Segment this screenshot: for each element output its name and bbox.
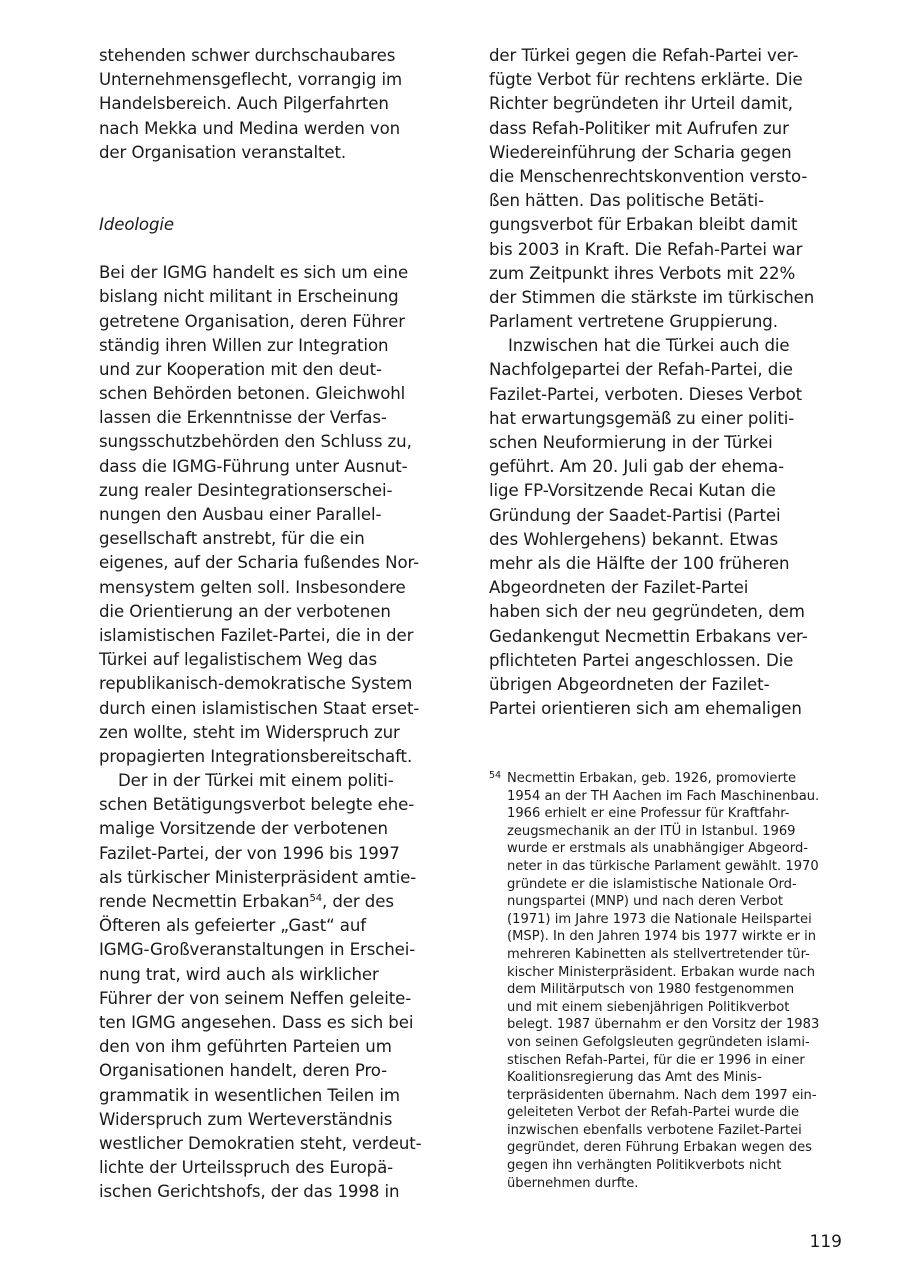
text-line: bis 2003 in Kraft. Die Refah-Partei war (489, 239, 803, 259)
footnote-line: und mit einem siebenjährigen Politikverbot (507, 999, 790, 1015)
footnote-line: terpräsidenten übernahm. Nach dem 1997 ein- (507, 1087, 817, 1103)
text-line: republikanisch-demokratische System (99, 674, 413, 694)
footnote-line (489, 770, 845, 788)
paragraph-pilgrimage (99, 44, 451, 165)
text-line: malige Vorsitzende der verbotenen (99, 819, 388, 839)
footnote-text: Necmettin Erbakan, geb. 1926, promovierte (507, 771, 797, 786)
text-line: und zur Kooperation mit den deut- (99, 359, 382, 379)
paragraph-refah-verdict (489, 44, 849, 334)
text-line: Handelsbereich. Auch Pilgerfahrten (99, 94, 389, 114)
text-line: gungsverbot für Erbakan bleibt damit (489, 215, 798, 235)
footnote-line: kischer Ministerpräsident. Erbakan wurde nach (507, 964, 816, 980)
footnote-line: gründete er die islamistische Nationale Ord- (507, 876, 797, 892)
text-line: Richter begründeten ihr Urteil damit, (489, 94, 793, 114)
text-line: ischen Gerichtshofs, der das 1998 in (99, 1182, 400, 1202)
footnote-number: 54 (489, 770, 502, 781)
text-line: Gedankengut Necmettin Erbakans ver- (489, 626, 808, 646)
text-line: grammatik in wesentlichen Teilen im (99, 1085, 400, 1105)
text-line: Gründung der Saadet-Partisi (Partei (489, 505, 781, 525)
text-line: mensystem gelten soll. Insbesondere (99, 577, 406, 597)
text-line: lassen die Erkenntnisse der Verfas- (99, 408, 387, 428)
text-line: als türkischer Ministerpräsident amtie- (99, 867, 417, 887)
text-line: den von ihm geführten Parteien um (99, 1037, 392, 1057)
text-line: zung realer Desintegrationserschei- (99, 480, 393, 500)
text-line-with-footnote-ref (99, 890, 451, 914)
footnote-line: inzwischen ebenfalls verbotene Fazilet-Partei (507, 1122, 802, 1138)
section-heading-ideologie: Ideologie (99, 214, 175, 234)
text-line: mehr als die Hälfte der 100 früheren (489, 553, 790, 573)
text-line: Parlament vertretene Gruppierung. (489, 312, 778, 332)
footnote-line: von seinen Gefolgsleuten gegründeten islami- (507, 1034, 810, 1050)
footnote-line: geleiteten Verbot der Refah-Partei wurde die (507, 1105, 800, 1121)
text-line: bislang nicht militant in Erscheinung (99, 287, 399, 307)
text-line: Wiedereinführung der Scharia gegen (489, 142, 792, 162)
text-line: die Orientierung an der verbotenen (99, 601, 391, 621)
text-line: des Wohlergehens) bekannt. Etwas (489, 529, 778, 549)
footnote-line: 1954 an der TH Aachen im Fach Maschinenbau. (507, 788, 820, 804)
text-line: Öfteren als gefeierter „Gast“ auf (99, 916, 367, 936)
text-line: schen Neuformierung in der Türkei (489, 433, 773, 452)
text-line: nungen den Ausbau einer Parallel- (99, 505, 382, 524)
text-line: sungsschutzbehörden den Schluss zu, (99, 432, 412, 452)
text-line: geführt. Am 20. Juli gab der ehema- (489, 457, 784, 477)
text-line: IGMG-Großveranstaltungen in Erschei- (99, 940, 416, 960)
text-line: schen Behörden betonen. Gleichwohl (99, 384, 406, 404)
text-line: nach Mekka und Medina werden von (99, 118, 401, 138)
text-line: Fazilet-Partei, verboten. Dieses Verbot (489, 384, 803, 404)
footnote-line: 1966 erhielt er eine Professur für Kraftfahr- (507, 806, 790, 822)
text-line: pflichteten Partei angeschlossen. Die (489, 650, 794, 670)
text-line: durch einen islamistischen Staat erset- (99, 698, 420, 718)
text-line: getretene Organisation, deren Führer (99, 311, 405, 331)
footnote-line: (MSP). In den Jahren 1974 bis 1977 wirkte er in (507, 929, 817, 945)
footnote-line: stischen Refah-Partei, für die er 1996 in einer (507, 1052, 805, 1068)
text-line: die Menschenrechtskonvention versto- (489, 166, 808, 186)
text-line: Fazilet-Partei, der von 1996 bis 1997 (99, 843, 400, 863)
text-line: haben sich der neu gegründeten, dem (489, 602, 805, 622)
text-line: westlicher Demokratien steht, verdeut- (99, 1133, 422, 1153)
text-line: zum Zeitpunkt ihres Verbots mit 22% (489, 263, 796, 283)
text-line: Inzwischen hat die Türkei auch die (508, 336, 790, 356)
paragraph-fazilet-ban (489, 334, 849, 721)
text-segment: rende Necmettin Erbakan (99, 892, 310, 911)
text-line: Widerspruch zum Werteverständnis (99, 1109, 393, 1129)
text-line: Partei orientieren sich am ehemaligen (489, 699, 802, 719)
text-line: Unternehmensgeflecht, vorrangig im (99, 70, 403, 90)
text-line: Abgeordneten der Fazilet-Partei (489, 578, 749, 598)
text-line: schen Betätigungsverbot belegte ehe- (99, 795, 415, 815)
text-line: gesellschaft anstrebt, für die ein (99, 529, 365, 549)
text-line: propagierten Integrationsbereitschaft. (99, 746, 413, 766)
paragraph-erbakan (99, 769, 451, 1204)
text-line: der Stimmen die stärkste im türkischen (489, 287, 815, 307)
footnote-line: Koalitionsregierung das Amt des Minis- (507, 1070, 762, 1086)
footnote-line: zeugsmechanik an der ITÜ in Istanbul. 1969 (507, 823, 796, 839)
text-line: der Organisation veranstaltet. (99, 142, 347, 162)
text-line: nung trat, wird auch als wirklicher (99, 964, 379, 984)
right-column (489, 44, 849, 721)
left-column (99, 44, 451, 1204)
text-line: hat erwartungsgemäß zu einer politi- (489, 408, 795, 428)
text-line: Organisationen handelt, deren Pro- (99, 1061, 388, 1081)
footnote-line: neter in das türkische Parlament gewählt. 1970 (507, 858, 819, 874)
footnote-line: nungspartei (MNP) und nach deren Verbot (507, 894, 783, 910)
footnote-line: dem Militärputsch von 1980 festgenommen (507, 982, 795, 998)
text-line: Führer der von seinem Neffen geleite- (99, 988, 412, 1008)
text-line: dass die IGMG-Führung unter Ausnut- (99, 456, 408, 476)
page-number: 119 (809, 1232, 842, 1252)
paragraph-ideology (99, 261, 451, 769)
text-line: eigenes, auf der Scharia fußendes Nor- (99, 553, 420, 573)
text-line: lichte der Urteilsspruch des Europä- (99, 1158, 394, 1178)
text-line: übrigen Abgeordneten der Fazilet- (489, 674, 770, 694)
footnote-line: übernehmen durfte. (507, 1175, 639, 1191)
text-line: Nachfolgepartei der Refah-Partei, die (489, 360, 793, 380)
footnote-54 (489, 770, 845, 1192)
footnote-line: belegt. 1987 übernahm er den Vorsitz der 1983 (507, 1017, 820, 1033)
text-line: stehenden schwer durchschaubares (99, 46, 396, 65)
text-line: islamistischen Fazilet-Partei, die in der (99, 625, 414, 645)
footnote-line: wurde er erstmals als unabhängiger Abgeord- (507, 841, 808, 857)
text-line: ßen hätten. Das politische Betäti- (489, 191, 765, 211)
text-line: zen wollte, steht im Widerspruch zur (99, 722, 400, 742)
text-line: ständig ihren Willen zur Integration (99, 335, 389, 355)
text-line: ten IGMG angesehen. Dass es sich bei (99, 1012, 414, 1032)
text-line: der Türkei gegen die Refah-Partei ver- (489, 46, 799, 65)
text-segment: , der des (321, 892, 394, 911)
footnote-line: gegen ihn verhängten Politikverbots nicht (507, 1158, 782, 1174)
footnote-reference[interactable]: 54 (309, 893, 322, 904)
text-line: fügte Verbot für rechtens erklärte. Die (489, 70, 803, 90)
footnote-line: (1971) im Jahre 1973 die Nationale Heilspartei (507, 911, 812, 927)
footnote-line: mehreren Kabinetten als stellvertretender tür- (507, 946, 810, 962)
text-line: Der in der Türkei mit einem politi- (118, 771, 394, 791)
text-line: Bei der IGMG handelt es sich um eine (99, 263, 409, 283)
text-line: Türkei auf legalistischem Weg das (99, 650, 378, 670)
footnote-line: gegründet, deren Führung Erbakan wegen des (507, 1140, 812, 1156)
text-line: dass Refah-Politiker mit Aufrufen zur (489, 118, 789, 138)
text-line: lige FP-Vorsitzende Recai Kutan die (489, 481, 776, 501)
